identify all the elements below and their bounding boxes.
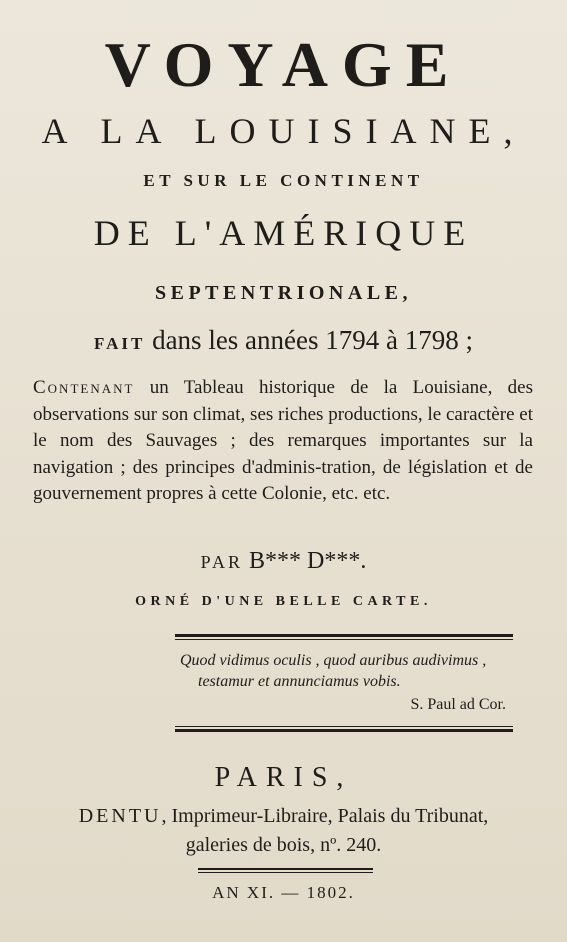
title-septentrionale: SEPTENTRIONALE, xyxy=(155,282,412,304)
rule-bottom-thin xyxy=(175,726,513,727)
epigraph-source: S. Paul ad Cor. xyxy=(410,696,506,713)
title-amerique: DE L'AMÉRIQUE xyxy=(93,213,474,253)
rule-bottom-thick xyxy=(175,729,513,732)
contenant-text: un Tableau historique de la Louisiane, des observations sur son climat, ses riches productions, le caractère et le nom des Sauvages ; des remarques importantes sur la navigation ; des principes d'adminis-tration, de législation et de gouvernement propres à cette Colonie, etc. etc. xyxy=(33,377,533,504)
map-note: ORNÉ D'UNE BELLE CARTE. xyxy=(135,594,432,609)
fait-years: dans les années 1794 à 1798 ; xyxy=(145,325,474,355)
epigraph xyxy=(180,650,516,715)
rule-date-thin xyxy=(198,872,373,873)
contenant-lead: Contenant xyxy=(33,377,135,398)
publisher-name: DENTU xyxy=(78,805,162,827)
publisher-title: , Imprimeur-Libraire, Palais du Tribunat, xyxy=(161,805,489,827)
author-names: B*** D***. xyxy=(243,548,367,574)
imprint-address: galeries de bois, nº. 240. xyxy=(185,834,382,856)
imprint-city: PARIS, xyxy=(214,762,353,793)
epigraph-line-2: testamur et annunciamus vobis. xyxy=(198,673,401,690)
rule-top-thin xyxy=(175,639,513,640)
imprint-date: AN XI. — 1802. xyxy=(212,883,355,902)
title-voyage: VOYAGE xyxy=(104,29,463,100)
title-louisiane: A LA LOUISIANE, xyxy=(41,111,526,151)
author-par: PAR xyxy=(200,552,244,572)
author-line xyxy=(0,548,567,575)
imprint-publisher xyxy=(0,805,567,828)
fait-line xyxy=(0,325,567,356)
fait-word: FAIT xyxy=(93,334,146,353)
title-continent: ET SUR LE CONTINENT xyxy=(143,171,424,190)
rule-date-thick xyxy=(198,868,373,870)
epigraph-line-1: Quod vidimus oculis , quod auribus audivimus , xyxy=(180,652,487,669)
contents-description xyxy=(33,375,533,508)
rule-top-thick xyxy=(175,634,513,637)
